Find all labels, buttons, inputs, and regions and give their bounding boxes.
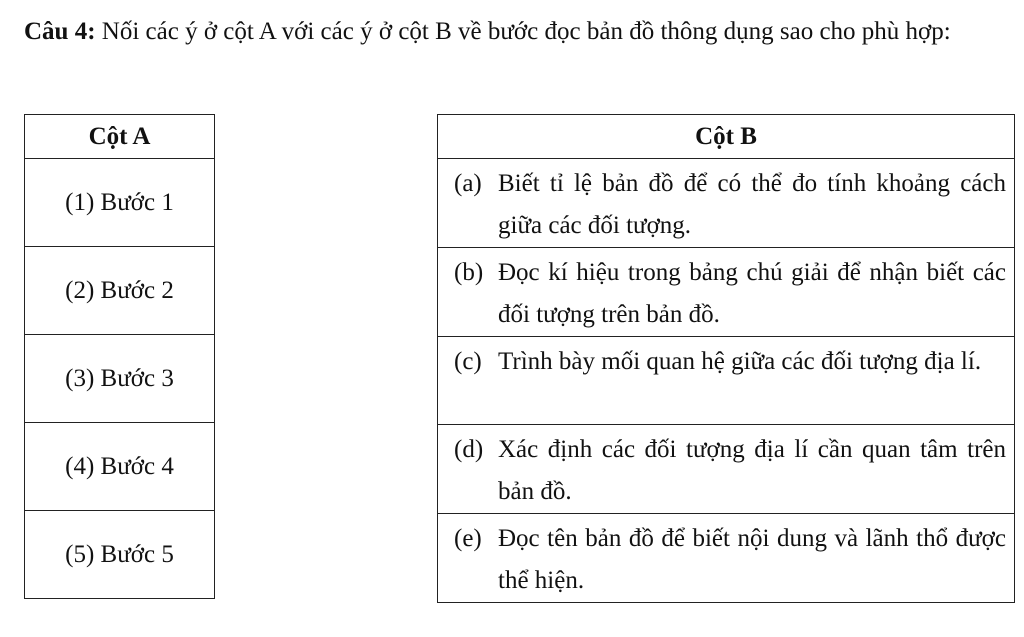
column-a-table [24,114,215,599]
option-text: Biết tỉ lệ bản đồ để có thể đo tính khoảng cách giữa các đối tượng. [498,170,1006,239]
option-key: (a) [454,170,482,197]
column-a-row: (4) Bước 4 [25,423,215,511]
option-key: (b) [454,259,484,286]
column-a-header: Cột A [25,115,215,159]
option-text: Xác định các đối tượng địa lí cần quan tâm trên bản đồ. [498,436,1006,505]
option-text: Đọc kí hiệu trong bảng chú giải để nhận biết các đối tượng trên bản đồ. [498,259,1006,328]
option-key: (e) [454,525,482,552]
column-b-table [437,114,1015,603]
column-a-row: (3) Bước 3 [25,335,215,423]
option-key: (c) [454,348,482,375]
question-label: Câu 4: [24,18,96,45]
option-text: Đọc tên bản đồ để biết nội dung và lãnh thổ được thể hiện. [498,525,1006,594]
column-b-row [438,337,1015,425]
question-text [24,10,1014,54]
column-a-row: (5) Bước 5 [25,511,215,599]
column-a-row: (2) Bước 2 [25,247,215,335]
option-text: Trình bày mối quan hệ giữa các đối tượng địa lí. [498,348,982,375]
column-b-header: Cột B [438,115,1015,159]
column-b-row [438,159,1015,248]
option-key: (d) [454,436,484,463]
column-b-row [438,425,1015,514]
column-a-row: (1) Bước 1 [25,159,215,247]
question-body: Nối các ý ở cột A với các ý ở cột B về bước đọc bản đồ thông dụng sao cho phù hợp: [95,18,951,45]
column-b-row [438,248,1015,337]
column-b-row [438,514,1015,603]
